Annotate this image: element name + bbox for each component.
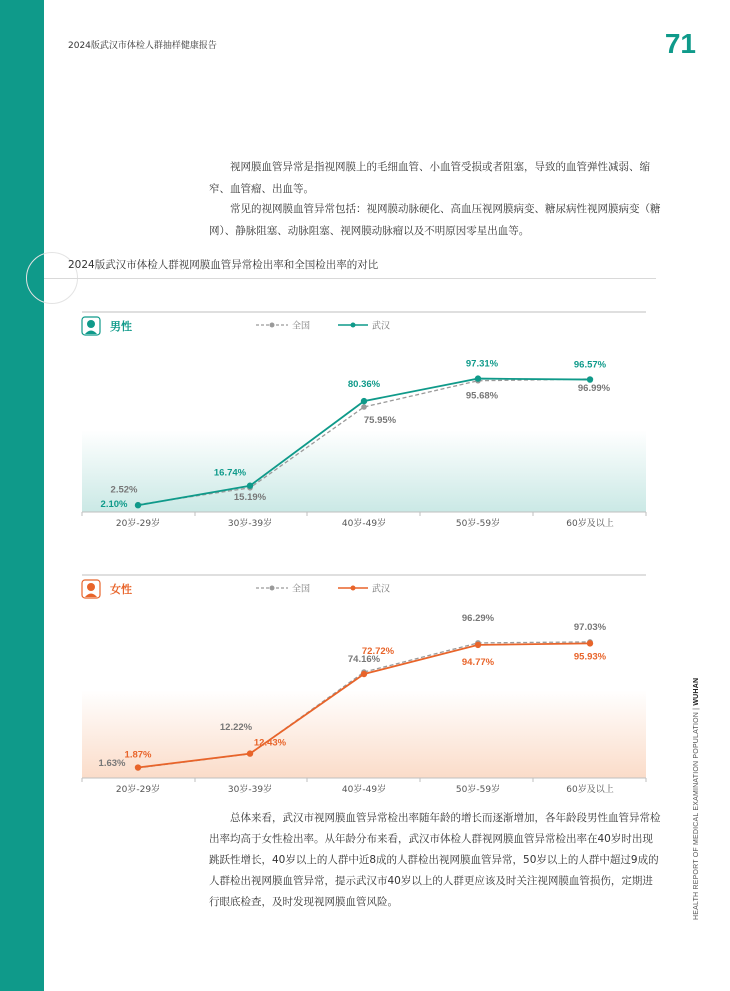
data-label-wuhan: 1.87%	[124, 749, 152, 761]
data-label-national: 2.52%	[110, 484, 138, 496]
person-icon-head	[87, 320, 95, 328]
data-label-national: 74.16%	[347, 654, 381, 666]
data-point-wuhan	[475, 642, 481, 648]
legend-wuhan-label: 武汉	[372, 584, 391, 595]
legend-wuhan-marker	[351, 323, 356, 328]
data-point-national	[361, 404, 367, 410]
data-label-wuhan: 2.10%	[100, 499, 128, 511]
legend-national-marker	[270, 586, 275, 591]
data-label-wuhan: 12.43%	[253, 737, 287, 749]
section-title: 2024版武汉市体检人群视网膜血管异常检出率和全国检出率的对比	[68, 259, 379, 271]
data-label-national: 1.63%	[98, 757, 126, 769]
legend-national-label: 全国	[292, 321, 311, 332]
data-label-national: 75.95%	[363, 414, 397, 426]
data-label-wuhan: 97.31%	[465, 358, 499, 370]
x-tick-label: 50岁-59岁	[455, 519, 501, 529]
legend-wuhan-marker	[351, 586, 356, 591]
intro-paragraph-2: 常见的视网膜血管异常包括：视网膜动脉硬化、高血压视网膜病变、糖尿病性视网膜病变（糖网）、静脉阻塞、动脉阻塞、视网膜动脉瘤以及不明原因零星出血等。	[209, 203, 661, 237]
side-caption-city: WUHAN	[693, 677, 700, 706]
chart-title: 男性	[110, 320, 132, 333]
data-label-national: 12.22%	[219, 721, 253, 733]
x-tick-label: 60岁及以上	[566, 785, 614, 795]
data-point-wuhan	[587, 640, 593, 646]
intro-paragraph-1: 视网膜血管异常是指视网膜上的毛细血管、小血管受损或者阻塞，导致的血管弹性减弱、缩窄、血管瘤、出血等。	[209, 161, 650, 195]
x-tick-label: 20岁-29岁	[115, 785, 161, 795]
data-label-national: 96.99%	[577, 383, 611, 395]
data-label-wuhan: 94.77%	[461, 656, 495, 668]
data-point-wuhan	[247, 750, 253, 756]
legend-national-label: 全国	[292, 584, 311, 595]
data-point-wuhan	[361, 398, 367, 404]
x-tick-label: 60岁及以上	[566, 519, 614, 529]
data-point-wuhan	[361, 671, 367, 677]
data-point-wuhan	[247, 483, 253, 489]
person-icon-head	[87, 583, 95, 591]
data-point-wuhan	[475, 375, 481, 381]
side-caption-separator: |	[693, 707, 700, 710]
data-point-wuhan	[587, 376, 593, 382]
summary-paragraph: 总体来看，武汉市视网膜血管异常检出率随年龄的增长而逐渐增加，各年龄段男性血管异常检出率均高于女性检出率。从年龄分布来看，武汉市体检人群视网膜血管异常检出率在40岁时出现跳跃性增长，40岁以上的人群中近8成的人群检出视网膜血管异常，50岁以上的人群中超过9成的人群检出视网膜血管异常，提示武汉市40岁以上的人群更应该及时关注视网膜血管损伤，定期进行眼底检查，及时发现视网膜血管风险。	[209, 812, 661, 908]
x-tick-label: 30岁-39岁	[227, 519, 273, 529]
x-tick-label: 40岁-49岁	[341, 785, 387, 795]
x-tick-label: 40岁-49岁	[341, 519, 387, 529]
report-header-title: 2024版武汉市体检人群抽样健康报告	[68, 41, 217, 51]
vertical-side-caption	[693, 678, 700, 920]
data-label-wuhan: 95.93%	[573, 651, 607, 663]
data-label-wuhan: 96.57%	[573, 359, 607, 371]
x-tick-label: 50岁-59岁	[455, 785, 501, 795]
data-label-national: 97.03%	[573, 621, 607, 633]
page-number: 71	[664, 28, 696, 59]
x-tick-label: 30岁-39岁	[227, 785, 273, 795]
person-icon-body	[85, 594, 97, 598]
data-point-wuhan	[135, 502, 141, 508]
data-label-national: 15.19%	[233, 491, 267, 503]
data-label-wuhan: 72.72%	[361, 646, 395, 658]
side-caption-main: HEALTH REPORT OF MEDICAL EXAMINATION POPULATION	[693, 711, 700, 920]
data-label-wuhan: 16.74%	[213, 467, 247, 479]
data-label-national: 96.29%	[461, 612, 495, 624]
data-point-wuhan	[135, 764, 141, 770]
data-label-wuhan: 80.36%	[347, 379, 381, 391]
legend-national-marker	[270, 323, 275, 328]
chart-title: 女性	[110, 583, 132, 596]
person-icon-body	[85, 331, 97, 335]
x-tick-label: 20岁-29岁	[115, 519, 161, 529]
legend-wuhan-label: 武汉	[372, 321, 391, 332]
data-label-national: 95.68%	[465, 390, 499, 402]
